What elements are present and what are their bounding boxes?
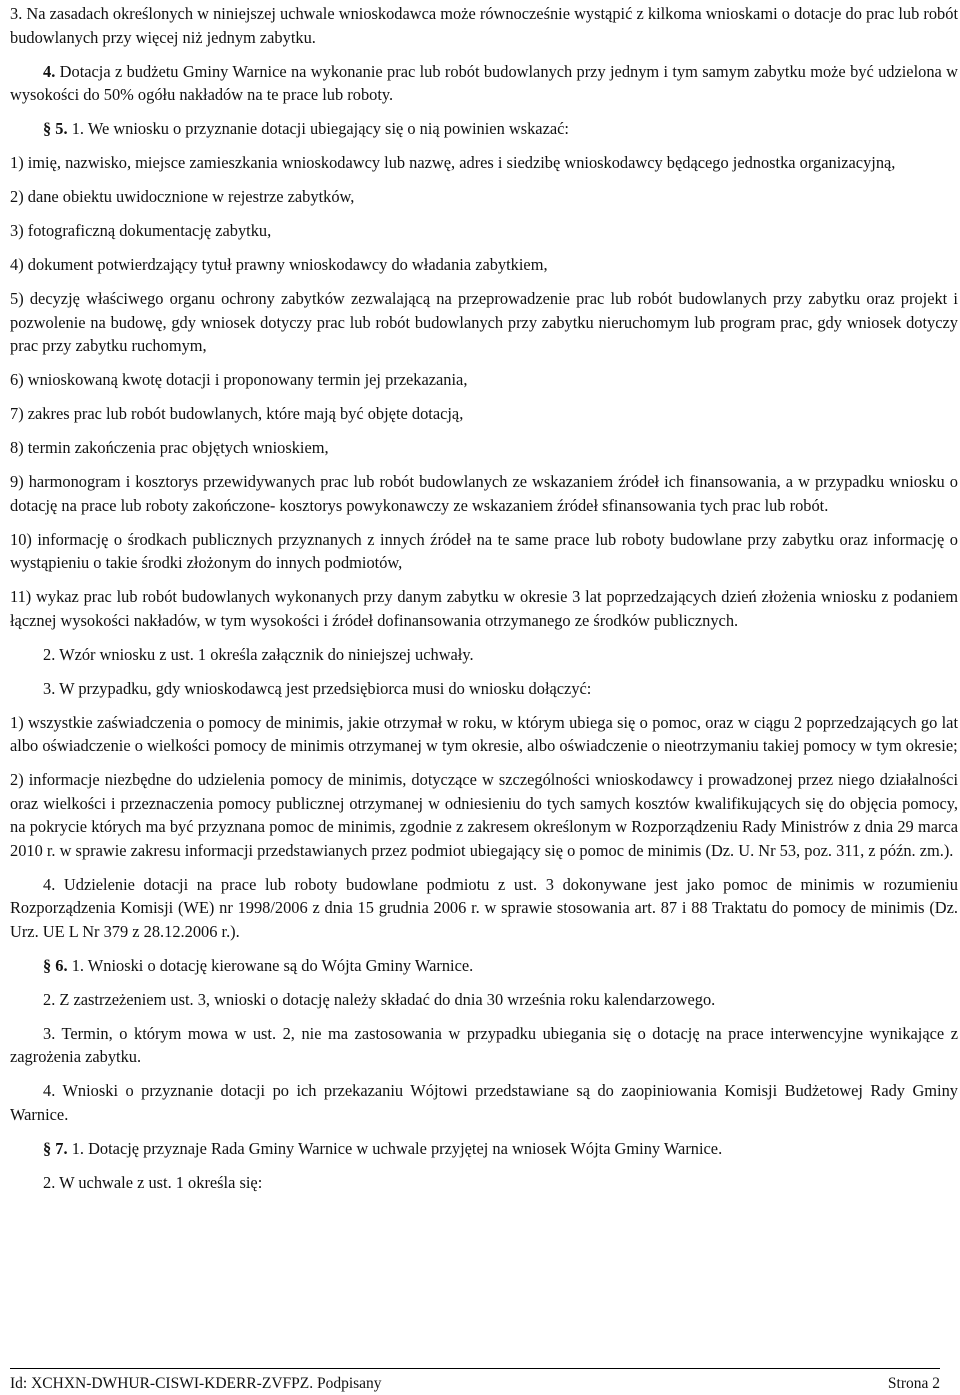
list-item: 8) termin zakończenia prac objętych wnioskiem,	[10, 438, 329, 457]
list-item: 10) informację o środkach publicznych przyznanych z innych źródeł na te same prace lub roboty budowlane przy zabytku oraz informację o wystąpieniu o takie środki złożonym do innych podmiotów,	[10, 529, 958, 572]
list-item: 11) wykaz prac lub robót budowlanych wykonanych przy danym zabytku w okresie 3 lat poprzedzających dzień złożenia wniosku z podaniem łącznej wysokości nakładów, w tym wysokości i źródeł dofinansowania otrzymanego ze środków publicznych.	[10, 587, 958, 630]
section-5-heading	[10, 117, 958, 141]
list-item: 1) wszystkie zaświadczenia o pomocy de minimis, jakie otrzymał w roku, w którym ubiega się o pomoc, oraz w ciągu 2 poprzedzających go lat albo oświadczenie o wielkości pomocy de minimis otrzymanej w tym okresie, albo oświadczenie o nieotrzymaniu takiej pomocy w tym okresie;	[10, 712, 958, 755]
list-item: 2) dane obiektu uwidocznione w rejestrze zabytków,	[10, 187, 355, 206]
list-item: 5) decyzję właściwego organu ochrony zabytków zezwalającą na przeprowadzenie prac lub robót budowlanych przy zabytku oraz projekt i pozwolenie na budowę, gdy wniosek dotyczy prac lub robót budowlanych przy zabytku nieruchomym lub program prac, gdy wniosek dotyczy prac przy zabytku ruchomym,	[10, 289, 958, 355]
section-marker-7: § 7.	[43, 1138, 68, 1158]
paragraph-s4-ust4	[10, 60, 958, 107]
paragraph-text: Dotacja z budżetu Gminy Warnice na wykonanie prac lub robót budowlanych przy jednym i tym samym zabytku może być udzielona w wysokości do 50% ogółu nakładów na te prace lub roboty.	[10, 61, 958, 104]
paragraph-text: 1. Wnioski o dotację kierowane są do Wójta Gminy Warnice.	[71, 955, 474, 975]
list-item: 9) harmonogram i kosztorys przewidywanych prac lub robót budowlanych ze wskazaniem źródeł ich finansowania, a w przypadku wniosku o dotację na prace lub roboty zakończone- kosztorys powykonawczy ze wskazaniem źródeł sfinansowania tych prac lub robót.	[10, 472, 958, 515]
paragraph-s7-ust2: 2. W uchwale z ust. 1 określa się:	[43, 1172, 263, 1192]
paragraph-text: 1. Dotację przyznaje Rada Gminy Warnice w uchwale przyjętej na wniosek Wójta Gminy Warnice.	[71, 1138, 723, 1158]
list-item: 1) imię, nazwisko, miejsce zamieszkania wnioskodawcy lub nazwę, adres i siedzibę wnioskodawcy będącego jednostka organizacyjną,	[10, 153, 896, 172]
paragraph-s5-ust4: 4. Udzielenie dotacji na prace lub roboty budowlane podmiotu z ust. 3 dokonywane jest jako pomoc de minimis w rozumieniu Rozporządzenia Komisji (WE) nr 1998/2006 z dnia 15 grudnia 2006 r. w sprawie stosowania art. 87 i 88 Traktatu do pomocy de minimis (Dz. Urz. UE L Nr 379 z 28.12.2006 r.).	[10, 874, 958, 941]
section-marker-5: § 5.	[43, 119, 68, 138]
paragraph-s5-ust2: 2. Wzór wniosku z ust. 1 określa załącznik do niniejszej uchwały.	[43, 644, 474, 664]
list-item: 2) informacje niezbędne do udzielenia pomocy de minimis, dotyczące w szczególności wnioskodawcy i prowadzonej przez niego działalności oraz wielkości i przeznaczenia pomocy publicznej otrzymanej w odniesieniu do tych samych kosztów kwalifikujących się do objęcia pomocy, na pokrycie których ma być przyznana pomoc de minimis, zgodnie z zakresem określonym w Rozporządzeniu Rady Ministrów z dnia 29 marca 2010 r. w sprawie zakresu informacji przedstawianych przez podmiot ubiegający się o pomoc de minimis (Dz. U. Nr 53, poz. 311, z późn. zm.).	[10, 770, 958, 860]
paragraph-s5-ust3: 3. W przypadku, gdy wnioskodawcą jest przedsiębiorca musi do wniosku dołączyć:	[43, 678, 592, 698]
marker-ust4: 4.	[43, 61, 56, 81]
section-marker-6: § 6.	[43, 955, 68, 975]
section-7-heading	[10, 1137, 958, 1161]
paragraph-s6-ust2: 2. Z zastrzeżeniem ust. 3, wnioski o dotację należy składać do dnia 30 września roku kalendarzowego.	[43, 989, 716, 1009]
paragraph-s4-ust3: 3. Na zasadach określonych w niniejszej uchwale wnioskodawca może równocześnie wystąpić z kilkoma wnioskami o dotacje do prac lub robót budowlanych przy więcej niż jednym zabytku.	[10, 4, 958, 47]
paragraph-text: We wniosku o przyznanie dotacji ubiegający się o nią powinien wskazać:	[87, 119, 569, 138]
paragraph-s6-ust3: 3. Termin, o którym mowa w ust. 2, nie ma zastosowania w przypadku ubiegania się o dotację na prace interwencyjne wynikające z zagrożenia zabytku.	[10, 1023, 958, 1066]
list-item: 3) fotograficzną dokumentację zabytku,	[10, 221, 272, 240]
ust-marker: 1.	[71, 119, 84, 138]
list-item: 7) zakres prac lub robót budowlanych, które mają być objęte dotacją,	[10, 404, 464, 423]
list-item: 4) dokument potwierdzający tytuł prawny wnioskodawcy do władania zabytkiem,	[10, 255, 548, 274]
section-6-heading	[10, 954, 958, 978]
list-item: 6) wnioskowaną kwotę dotacji i proponowany termin jej przekazania,	[10, 370, 468, 389]
document-id: Id: XCHXN-DWHUR-CISWI-KDERR-ZVFPZ. Podpisany	[10, 1375, 382, 1392]
document-body	[10, 2, 958, 1194]
paragraph-s6-ust4: 4. Wnioski o przyznanie dotacji po ich przekazaniu Wójtowi przedstawiane są do zaopiniowania Komisji Budżetowej Rady Gminy Warnice.	[10, 1081, 958, 1124]
page-footer	[10, 1368, 940, 1394]
page-number: Strona 2	[887, 1375, 940, 1392]
